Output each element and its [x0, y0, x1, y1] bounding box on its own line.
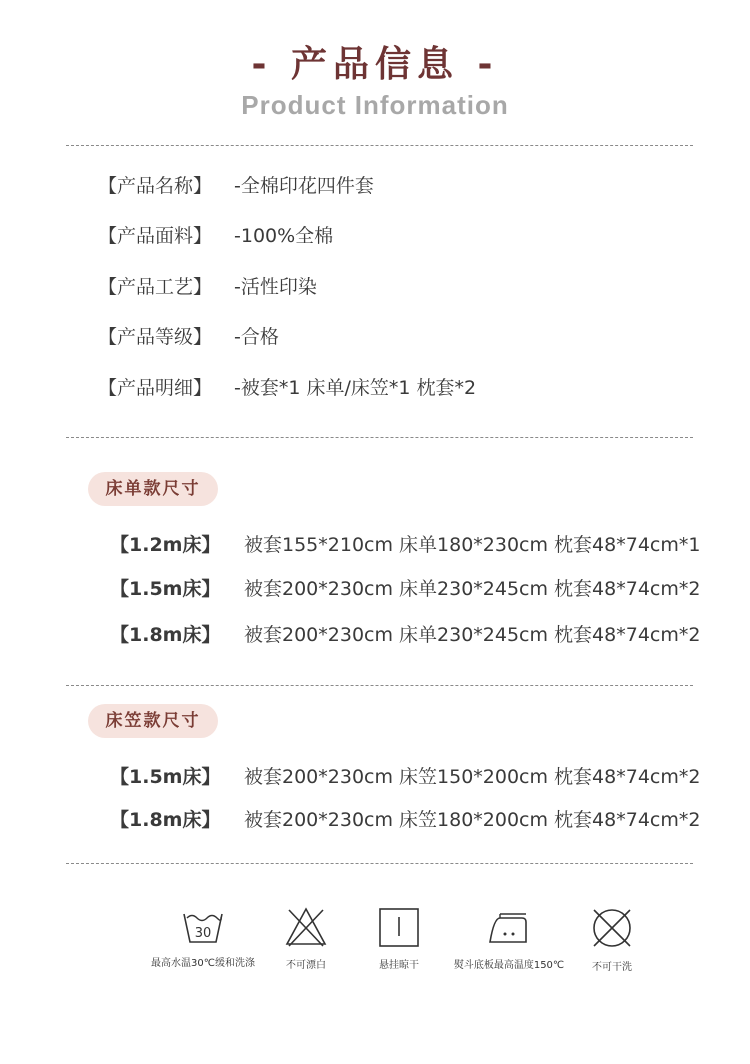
care-label: 最高水温30℃缓和洗涤	[151, 958, 255, 969]
size-row	[110, 620, 700, 647]
info-value: -100%全棉	[234, 225, 334, 247]
bed-size-label: 【1.5m床】	[110, 766, 221, 788]
wash-30-icon	[181, 906, 225, 946]
info-row-grade	[98, 322, 279, 349]
care-item-wash	[140, 906, 266, 969]
info-key: 【产品面料】	[98, 225, 213, 247]
size-details: 被套155*210cm 床单180*230cm 枕套48*74cm*1	[244, 534, 701, 556]
size-details: 被套200*230cm 床笠150*200cm 枕套48*74cm*2	[244, 766, 701, 788]
divider	[66, 685, 693, 686]
info-key: 【产品明细】	[98, 377, 213, 399]
page-subtitle: Product Information	[241, 90, 509, 120]
divider	[66, 145, 693, 146]
info-key: 【产品等级】	[98, 326, 213, 348]
care-item-dry	[363, 906, 435, 971]
info-value: -活性印染	[234, 276, 317, 298]
info-row-name	[98, 171, 374, 198]
no-dry-clean-icon	[590, 906, 634, 950]
iron-medium-icon	[486, 906, 532, 948]
info-value: -被套*1 床单/床笠*1 枕套*2	[234, 377, 477, 399]
bed-size-label: 【1.8m床】	[110, 624, 221, 646]
info-key: 【产品工艺】	[98, 276, 213, 298]
size-details: 被套200*230cm 床单230*245cm 枕套48*74cm*2	[244, 624, 701, 646]
divider	[66, 863, 693, 864]
fitted-size-tag: 床笠款尺寸	[88, 704, 218, 738]
bed-size-label: 【1.5m床】	[110, 578, 221, 600]
care-item-dryclean	[576, 906, 648, 973]
bed-size-label: 【1.2m床】	[110, 534, 221, 556]
size-details: 被套200*230cm 床笠180*200cm 枕套48*74cm*2	[244, 809, 701, 831]
care-label: 不可干洗	[592, 962, 632, 973]
page-title: - 产品信息 -	[251, 44, 499, 85]
info-row-craft	[98, 272, 317, 299]
size-row	[110, 762, 700, 789]
care-item-iron	[448, 906, 570, 971]
bed-size-label: 【1.8m床】	[110, 809, 221, 831]
size-row	[110, 574, 700, 601]
info-value: -合格	[234, 326, 279, 348]
sheet-size-tag: 床单款尺寸	[88, 472, 218, 506]
no-bleach-icon	[284, 906, 328, 948]
info-key: 【产品名称】	[98, 175, 213, 197]
size-details: 被套200*230cm 床单230*245cm 枕套48*74cm*2	[244, 578, 701, 600]
divider	[66, 437, 693, 438]
care-label: 不可漂白	[286, 960, 326, 971]
info-value: -全棉印花四件套	[234, 175, 374, 197]
care-label: 熨斗底板最高温度150℃	[453, 960, 565, 971]
wash-temp-number: 30	[194, 926, 212, 941]
size-row	[110, 530, 700, 557]
care-label: 悬挂晾干	[379, 960, 419, 971]
info-row-details	[98, 373, 476, 400]
size-row	[110, 805, 700, 832]
line-dry-icon	[377, 906, 421, 948]
info-row-fabric	[98, 221, 333, 248]
care-item-bleach	[270, 906, 342, 971]
